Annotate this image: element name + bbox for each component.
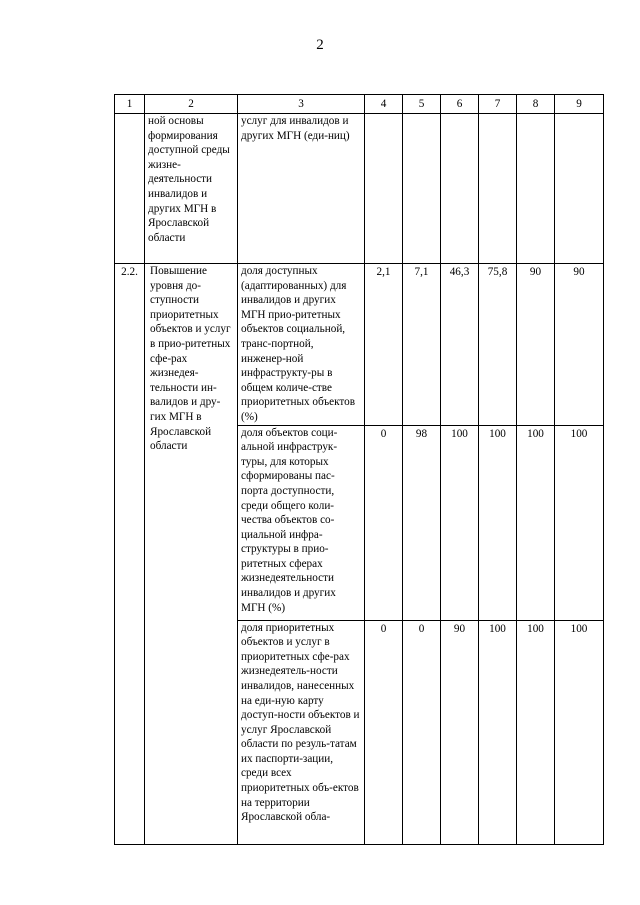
page-number: 2 [316, 37, 324, 53]
measure-name-cell: Повышение уровня до-ступности приоритетных объектов и услуг в прио-ритетных сфе-рах жизнедея-тельности ин-валидов и дру-гих МГН в Ярославской области [145, 264, 238, 845]
value-cell: 100 [517, 620, 555, 844]
value-cell: 100 [555, 425, 604, 620]
value-cell: 100 [479, 620, 517, 844]
section-number-cell: 2.2. [115, 264, 145, 845]
value-cell [441, 114, 479, 264]
header-cell: 6 [441, 95, 479, 114]
value-cell [517, 114, 555, 264]
indicator-name-cell: доля объектов соци-альной инфраструк-туры, для которых сформированы пас-порта доступности, среди общего коли-чества объектов со-циальной инфра-структуры в прио-ритетных сферах жизнедеятельности инвалидов и других МГН (%) [238, 425, 365, 620]
value-cell: 90 [555, 264, 604, 426]
section-number-cell [115, 114, 145, 264]
header-cell: 5 [403, 95, 441, 114]
value-cell: 90 [441, 620, 479, 844]
header-cell: 1 [115, 95, 145, 114]
value-cell [403, 114, 441, 264]
header-cell: 9 [555, 95, 604, 114]
value-cell: 100 [517, 425, 555, 620]
value-cell: 98 [403, 425, 441, 620]
value-cell: 7,1 [403, 264, 441, 426]
value-cell: 46,3 [441, 264, 479, 426]
value-cell: 100 [441, 425, 479, 620]
value-cell: 90 [517, 264, 555, 426]
value-cell: 100 [555, 620, 604, 844]
indicator-name-cell: услуг для инвалидов и других МГН (еди-ниц) [238, 114, 365, 264]
table-row-continuation [115, 114, 604, 264]
value-cell: 0 [365, 425, 403, 620]
indicator-name-cell: доля приоритетных объектов и услуг в приоритетных сфе-рах жизнедеятель-ности инвалидов, нанесенных на еди-ную карту доступ-ности объектов и услуг Ярославской области по резуль-татам их паспорти-зации, среди всех приоритетных объ-ектов на территории Ярославской обла- [238, 620, 365, 844]
value-cell [365, 114, 403, 264]
header-cell: 3 [238, 95, 365, 114]
value-cell [555, 114, 604, 264]
header-cell: 4 [365, 95, 403, 114]
value-cell: 0 [365, 620, 403, 844]
header-cell: 7 [479, 95, 517, 114]
value-cell: 0 [403, 620, 441, 844]
indicator-name-cell: доля доступных (адаптированных) для инвалидов и других МГН прио-ритетных объектов социальной, транс-портной, инженер-ной инфраструкту-ры в общем количе-стве приоритетных объектов (%) [238, 264, 365, 426]
value-cell: 2,1 [365, 264, 403, 426]
measure-name-cell: ной основы формирования доступной среды жизне-деятельности инвалидов и других МГН в Ярославской области [145, 114, 238, 264]
value-cell [479, 114, 517, 264]
table-header-row [115, 95, 604, 114]
indicators-table [114, 94, 604, 845]
header-cell: 2 [145, 95, 238, 114]
table-row [115, 264, 604, 426]
value-cell: 100 [479, 425, 517, 620]
value-cell: 75,8 [479, 264, 517, 426]
header-cell: 8 [517, 95, 555, 114]
